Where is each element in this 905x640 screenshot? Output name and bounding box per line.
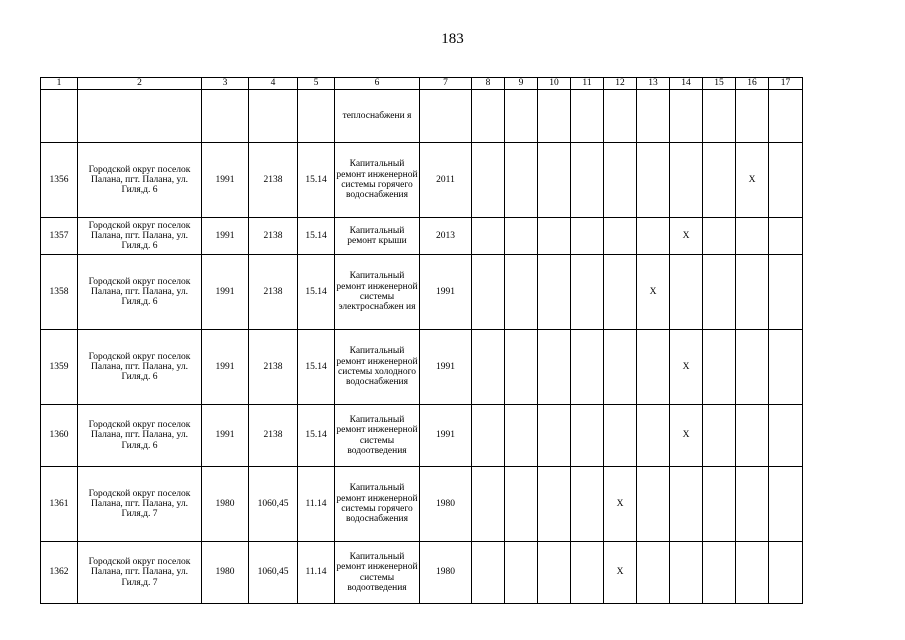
code-cell: 11.14 xyxy=(298,467,335,542)
empty-cell xyxy=(703,405,736,467)
column-header: 11 xyxy=(571,78,604,90)
code-cell: 15.14 xyxy=(298,330,335,405)
empty-cell xyxy=(472,330,505,405)
empty-cell xyxy=(604,255,637,330)
work-type-cell: Капитальный ремонт инженерной системы электроснабжен ия xyxy=(335,255,420,330)
mark-cell: Х xyxy=(637,255,670,330)
empty-cell xyxy=(571,467,604,542)
empty-cell xyxy=(472,218,505,255)
mark-cell: Х xyxy=(736,143,769,218)
empty-cell xyxy=(736,405,769,467)
empty-cell xyxy=(538,467,571,542)
completion-year-cell: 1980 xyxy=(420,467,472,542)
empty-cell xyxy=(571,143,604,218)
work-type-cell: Капитальный ремонт крыши xyxy=(335,218,420,255)
completion-year-cell: 1980 xyxy=(420,542,472,604)
empty-cell xyxy=(736,330,769,405)
work-type-cell: Капитальный ремонт инженерной системы горячего водоснабжения xyxy=(335,143,420,218)
area-cell: 1060,45 xyxy=(249,542,298,604)
row-number-cell: 1360 xyxy=(41,405,78,467)
empty-cell xyxy=(472,255,505,330)
column-header: 12 xyxy=(604,78,637,90)
column-header: 2 xyxy=(78,78,202,90)
column-header: 1 xyxy=(41,78,78,90)
code-cell: 11.14 xyxy=(298,542,335,604)
empty-cell xyxy=(538,330,571,405)
empty-cell xyxy=(670,255,703,330)
work-type-cell: Капитальный ремонт инженерной системы холодного водоснабжения xyxy=(335,330,420,405)
row-number-cell: 1357 xyxy=(41,218,78,255)
completion-year-cell: 1991 xyxy=(420,255,472,330)
empty-cell xyxy=(472,542,505,604)
empty-cell xyxy=(769,405,803,467)
empty-cell xyxy=(736,255,769,330)
build-year-cell: 1991 xyxy=(202,330,249,405)
column-header: 6 xyxy=(335,78,420,90)
column-header: 4 xyxy=(249,78,298,90)
empty-cell xyxy=(637,330,670,405)
column-header: 3 xyxy=(202,78,249,90)
mark-cell: Х xyxy=(670,330,703,405)
empty-cell xyxy=(472,405,505,467)
table-row xyxy=(41,542,803,604)
page-number: 183 xyxy=(441,31,464,47)
build-year-cell: 1991 xyxy=(202,143,249,218)
mark-cell: Х xyxy=(604,467,637,542)
empty-cell xyxy=(505,255,538,330)
empty-cell xyxy=(703,143,736,218)
empty-cell xyxy=(637,405,670,467)
code-cell: 15.14 xyxy=(298,405,335,467)
empty-cell xyxy=(670,467,703,542)
row-number-cell: 1359 xyxy=(41,330,78,405)
empty-cell xyxy=(571,542,604,604)
build-year-cell: 1991 xyxy=(202,405,249,467)
empty-cell xyxy=(637,467,670,542)
address-cell: Городской округ поселок Палана, пгт. Палана, ул. Гиля,д. 7 xyxy=(78,542,202,604)
empty-cell xyxy=(769,467,803,542)
work-type-cell: теплоснабжени я xyxy=(335,90,420,143)
empty-cell xyxy=(670,143,703,218)
empty-cell xyxy=(703,467,736,542)
column-header: 10 xyxy=(538,78,571,90)
table-row xyxy=(41,405,803,467)
empty-cell xyxy=(505,542,538,604)
build-year-cell: 1991 xyxy=(202,255,249,330)
empty-cell xyxy=(538,255,571,330)
address-cell: Городской округ поселок Палана, пгт. Палана, ул. Гиля,д. 7 xyxy=(78,467,202,542)
address-cell: Городской округ поселок Палана, пгт. Палана, ул. Гиля,д. 6 xyxy=(78,330,202,405)
area-cell: 2138 xyxy=(249,218,298,255)
table-row xyxy=(41,467,803,542)
empty-cell xyxy=(571,330,604,405)
empty-cell xyxy=(703,330,736,405)
empty-cell xyxy=(538,405,571,467)
empty-cell xyxy=(703,255,736,330)
empty-cell xyxy=(736,542,769,604)
empty-cell xyxy=(703,218,736,255)
area-cell: 2138 xyxy=(249,405,298,467)
build-year-cell: 1991 xyxy=(202,218,249,255)
empty-cell xyxy=(769,542,803,604)
column-header: 16 xyxy=(736,78,769,90)
empty-cell xyxy=(571,255,604,330)
address-cell: Городской округ поселок Палана, пгт. Палана, ул. Гиля,д. 6 xyxy=(78,255,202,330)
empty-cell xyxy=(505,218,538,255)
empty-cell xyxy=(604,143,637,218)
empty-cell xyxy=(769,330,803,405)
empty-cell xyxy=(538,542,571,604)
area-cell: 1060,45 xyxy=(249,467,298,542)
column-header: 9 xyxy=(505,78,538,90)
empty-cell xyxy=(769,218,803,255)
empty-cell xyxy=(505,467,538,542)
column-header: 8 xyxy=(472,78,505,90)
row-number-cell: 1362 xyxy=(41,542,78,604)
empty-cell xyxy=(571,405,604,467)
empty-cell xyxy=(505,143,538,218)
empty-cell xyxy=(703,542,736,604)
column-header: 15 xyxy=(703,78,736,90)
mark-cell: Х xyxy=(670,405,703,467)
empty-cell xyxy=(571,218,604,255)
address-cell: Городской округ поселок Палана, пгт. Палана, ул. Гиля,д. 6 xyxy=(78,143,202,218)
empty-cell xyxy=(637,218,670,255)
table-row xyxy=(41,218,803,255)
work-type-cell: Капитальный ремонт инженерной системы водоотведения xyxy=(335,405,420,467)
row-number-cell: 1358 xyxy=(41,255,78,330)
address-cell: Городской округ поселок Палана, пгт. Палана, ул. Гиля,д. 6 xyxy=(78,218,202,255)
empty-cell xyxy=(637,143,670,218)
empty-cell xyxy=(604,218,637,255)
empty-cell xyxy=(769,143,803,218)
column-header: 13 xyxy=(637,78,670,90)
empty-cell xyxy=(538,218,571,255)
row-number-cell: 1361 xyxy=(41,467,78,542)
empty-cell xyxy=(604,405,637,467)
work-type-cell: Капитальный ремонт инженерной системы водоотведения xyxy=(335,542,420,604)
empty-cell xyxy=(736,218,769,255)
empty-cell xyxy=(637,542,670,604)
column-header: 17 xyxy=(769,78,803,90)
area-cell: 2138 xyxy=(249,330,298,405)
code-cell: 15.14 xyxy=(298,143,335,218)
table-row xyxy=(41,330,803,405)
address-cell: Городской округ поселок Палана, пгт. Палана, ул. Гиля,д. 6 xyxy=(78,405,202,467)
work-type-cell: Капитальный ремонт инженерной системы горячего водоснабжения xyxy=(335,467,420,542)
empty-cell xyxy=(604,330,637,405)
column-number-row xyxy=(41,78,803,90)
empty-cell xyxy=(472,467,505,542)
build-year-cell: 1980 xyxy=(202,467,249,542)
row-number-cell: 1356 xyxy=(41,143,78,218)
empty-cell xyxy=(769,255,803,330)
build-year-cell: 1980 xyxy=(202,542,249,604)
completion-year-cell: 2013 xyxy=(420,218,472,255)
column-header: 14 xyxy=(670,78,703,90)
repair-registry-table xyxy=(40,77,803,604)
continuation-row xyxy=(41,90,803,143)
code-cell: 15.14 xyxy=(298,255,335,330)
empty-cell xyxy=(505,330,538,405)
column-header: 5 xyxy=(298,78,335,90)
empty-cell xyxy=(505,405,538,467)
area-cell: 2138 xyxy=(249,143,298,218)
empty-cell xyxy=(670,542,703,604)
empty-cell xyxy=(538,143,571,218)
mark-cell: Х xyxy=(670,218,703,255)
column-header: 7 xyxy=(420,78,472,90)
completion-year-cell: 1991 xyxy=(420,405,472,467)
completion-year-cell: 2011 xyxy=(420,143,472,218)
area-cell: 2138 xyxy=(249,255,298,330)
empty-cell xyxy=(472,143,505,218)
mark-cell: Х xyxy=(604,542,637,604)
code-cell: 15.14 xyxy=(298,218,335,255)
table-row xyxy=(41,143,803,218)
empty-cell xyxy=(736,467,769,542)
completion-year-cell: 1991 xyxy=(420,330,472,405)
table-row xyxy=(41,255,803,330)
